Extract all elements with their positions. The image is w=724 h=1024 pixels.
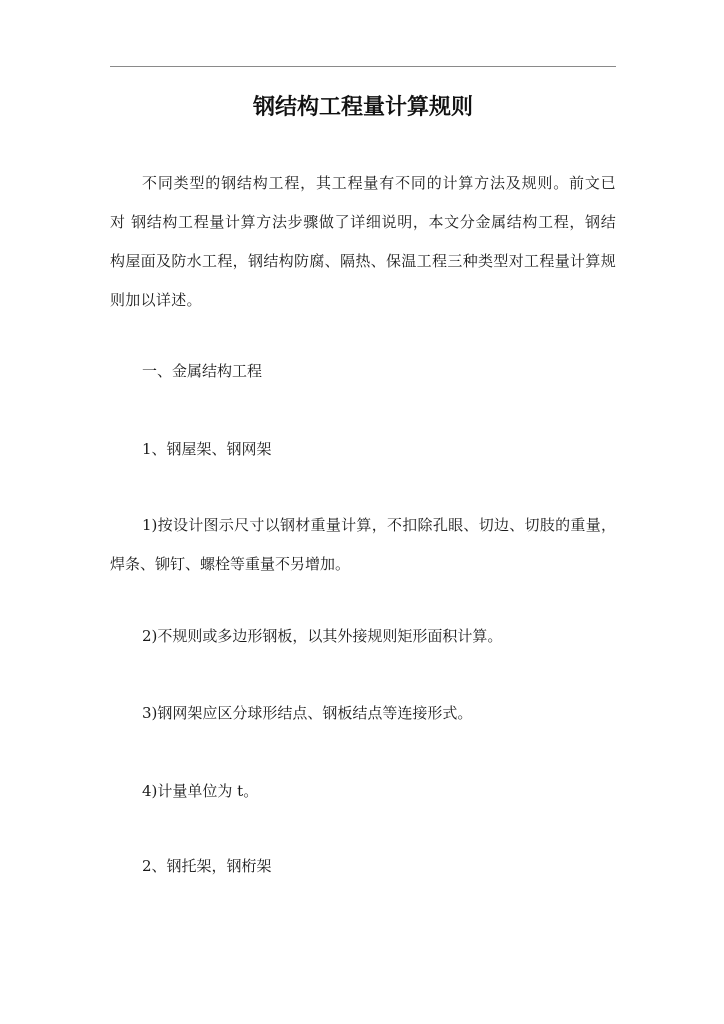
rule-paragraph: 1)按设计图示尺寸以钢材重量计算，不扣除孔眼、切边、切肢的重量，焊条、铆钉、螺栓等重量不另增加。 bbox=[110, 516, 616, 573]
item-heading: 1、钢屋架、钢网架 bbox=[142, 440, 272, 458]
item-heading: 2、钢托架，钢桁架 bbox=[142, 857, 272, 875]
rule-paragraph: 2)不规则或多边形钢板，以其外接规则矩形面积计算。 bbox=[142, 627, 503, 645]
intro-paragraph: 不同类型的钢结构工程，其工程量有不同的计算方法及规则。前文已对 钢结构工程量计算方法步骤做了详细说明，本文分金属结构工程，钢结构屋面及防水工程，钢结构防腐、隔热、保温工程三种类型对工程量计算规则加以详述。 bbox=[110, 174, 616, 309]
rule-paragraph: 4)计量单位为 t。 bbox=[142, 782, 259, 800]
rule-paragraph: 3)钢网架应区分球形结点、钢板结点等连接形式。 bbox=[142, 704, 473, 722]
document-title: 钢结构工程量计算规则 bbox=[252, 95, 473, 120]
header-divider bbox=[110, 66, 616, 67]
section-heading: 一、金属结构工程 bbox=[142, 362, 263, 380]
